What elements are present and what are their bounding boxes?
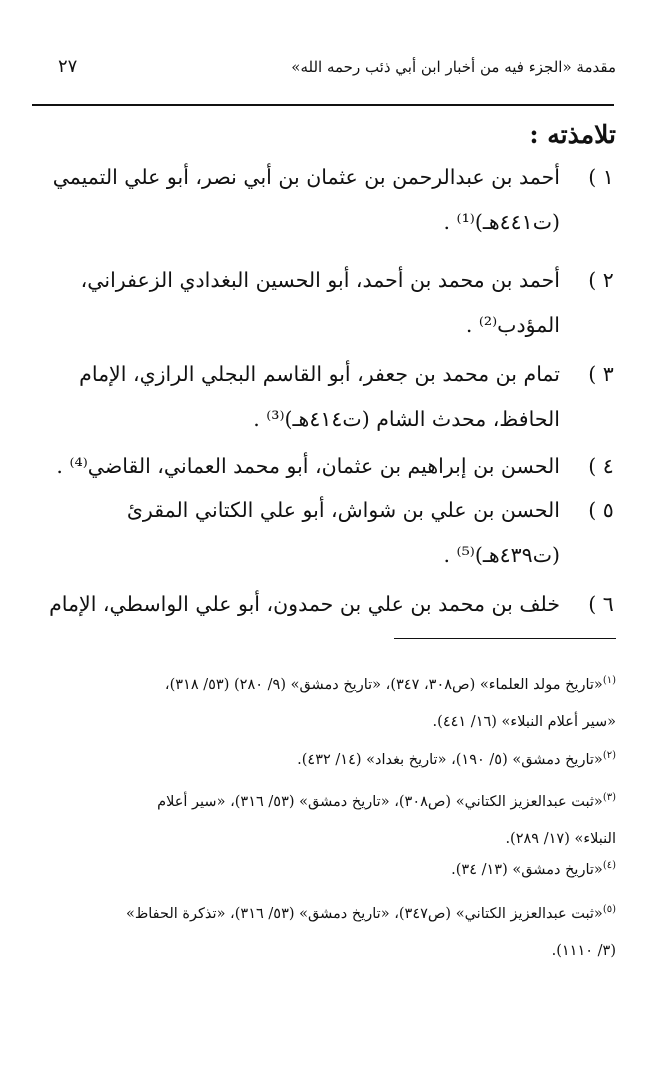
page-header [30,58,616,88]
entry-number: ٣ ) [588,362,614,386]
footnote-line [28,742,616,779]
entry-number: ٢ ) [588,268,614,292]
entry-line: (ت٤٤١هـ)⁽¹⁾ . [443,210,560,234]
footnote-text: «تاريخ دمشق» (١٣/ ٣٤). [451,862,603,878]
entry-text [26,582,560,627]
footnote-text: «ثبت عبدالعزيز الكتاني» (ص٣٠٨)، «تاريخ دمشق» (٥٣/ ٣١٦)، «سير أعلام [157,794,603,810]
entry-line: الحافظ، محدث الشام (ت٤١٤هـ)⁽³⁾ . [253,407,560,431]
entry-line: (ت٤٣٩هـ)⁽⁵⁾ . [443,543,560,567]
entry-number: ٤ ) [588,454,614,478]
header-divider [32,104,614,106]
running-title: مقدمة «الجزء فيه من أخبار ابن أبي ذئب رحمه الله» [291,58,616,76]
entry-line: الحسن بن إبراهيم بن عثمان، أبو محمد العماني، القاضي⁽⁴⁾ . [56,454,560,478]
footnote-marker: (٥) [602,904,616,916]
footnote-marker: (٢) [602,750,616,762]
entry-line: تمام بن محمد بن جعفر، أبو القاسم البجلي الرازي، الإمام [79,362,560,386]
entry-line: خلف بن محمد بن علي بن حمدون، أبو علي الواسطي، الإمام [49,592,560,616]
entry-text [26,155,560,245]
footnote-divider [394,638,616,639]
footnote [28,896,616,970]
footnote-line [28,784,616,821]
footnote-line [28,667,616,704]
entry-text [26,352,560,442]
entry-line: أحمد بن عبدالرحمن بن عثمان بن أبي نصر، أبو علي التميمي [52,165,560,189]
footnote-line [28,852,616,889]
footnote [28,742,616,779]
footnote-marker: (٣) [602,792,616,804]
footnote [28,852,616,889]
footnote-line: النبلاء» (١٧/ ٢٨٩). [505,831,616,847]
footnote-text: «ثبت عبدالعزيز الكتاني» (ص٣٤٧)، «تاريخ دمشق» (٥٣/ ٣١٦)، «تذكرة الحفاظ» [125,906,603,922]
footnote [28,784,616,858]
entry-line: أحمد بن محمد بن أحمد، أبو الحسين البغدادي الزعفراني، [80,268,560,292]
entry-text [26,444,560,489]
student-entry [26,582,622,627]
footnote-marker: (١) [602,675,616,687]
student-entry [26,258,622,348]
footnote-line [28,896,616,933]
footnote-line: (٣/ ١١١٠). [551,943,616,959]
student-entry [26,444,622,489]
entry-number: ١ ) [588,165,614,189]
footnote-marker: (٤) [602,860,616,872]
entry-text [26,488,560,578]
student-entry [26,488,622,578]
entry-number: ٥ ) [588,498,614,522]
section-title: تلامذته : [529,120,616,149]
entry-line: المؤدب⁽²⁾ . [465,313,560,337]
entry-line: الحسن بن علي بن شواش، أبو علي الكتاني المقرئ [126,498,560,522]
footnote-text: «تاريخ دمشق» (٥/ ١٩٠)، «تاريخ بغداد» (١٤/ ٤٣٢). [297,752,603,768]
student-entry [26,155,622,245]
entry-text [26,258,560,348]
page-number: ٢٧ [58,56,78,77]
footnote-line: «سير أعلام النبلاء» (١٦/ ٤٤١). [432,714,616,730]
entry-number: ٦ ) [588,592,614,616]
footnote [28,667,616,741]
student-entry [26,352,622,442]
footnote-text: «تاريخ مولد العلماء» (ص٣٠٨، ٣٤٧)، «تاريخ دمشق» (٩/ ٢٨٠) (٥٣/ ٣١٨)، [164,677,603,693]
